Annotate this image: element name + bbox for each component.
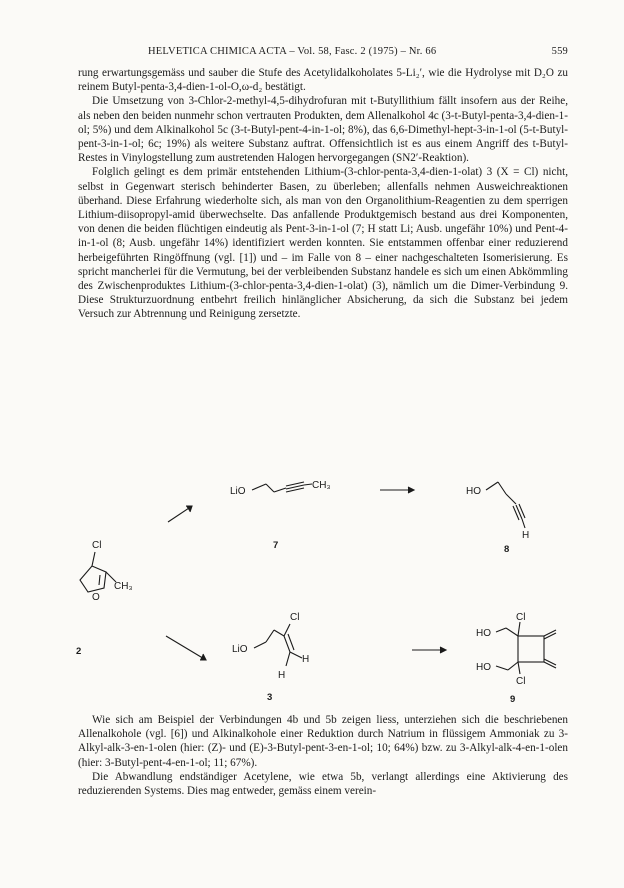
compound-label-3: 3 xyxy=(267,692,273,703)
atom-h: H xyxy=(278,670,286,681)
furan-ring xyxy=(80,566,106,592)
atom-ch3: CH₃ xyxy=(312,480,331,491)
atom-ch3: CH₃ xyxy=(114,581,133,592)
cyclobutane-ring xyxy=(518,636,544,662)
scheme-bonds xyxy=(80,482,556,674)
page-number: 559 xyxy=(551,46,568,57)
chain-8 xyxy=(486,482,498,490)
atom-ho: HO xyxy=(466,486,481,497)
compound-label-9: 9 xyxy=(510,694,516,705)
c-cl-bond xyxy=(92,552,95,566)
atom-o: O xyxy=(92,592,100,603)
atom-cl: Cl xyxy=(290,612,300,623)
reaction-scheme xyxy=(40,448,600,710)
atom-ho: HO xyxy=(476,628,491,639)
scheme-drawing xyxy=(40,448,600,710)
atom-cl: Cl xyxy=(92,540,102,551)
atom-cl: Cl xyxy=(516,612,526,623)
paragraph: Wie sich am Beispiel der Verbindungen 4b und 5b zeigen liess, unterziehen sich die beschriebenen Allenalkohole (vgl. [6]) und Alkinalkohole einer Reduktion durch Natrium in flüssigem Ammoniak zu 3-Alkyl-alk-3-en-1-olen (hier: (Z)- und (E)-3-Butyl-pent-3-en-1-ol; 10; 64%) bzw. zu 3-Alkyl-alk-4-en-1-olen (hier: 3-Butyl-pent-4-en-1-ol; 11; 67%). xyxy=(78,714,568,769)
atom-cl: Cl xyxy=(516,676,526,687)
atom-lio: LiO xyxy=(232,644,248,655)
paragraph: Die Abwandlung endständiger Acetylene, wie etwa 5b, verlangt allerdings eine Aktivierung des reduzierenden Systems. Dies mag entweder, gemäss einem verein- xyxy=(78,770,568,798)
running-head: HELVETICA CHIMICA ACTA – Vol. 58, Fasc. 2 (1975) – Nr. 66 xyxy=(148,46,437,57)
compound-label-7: 7 xyxy=(273,540,279,551)
atom-h: H xyxy=(522,530,530,541)
running-header xyxy=(78,46,568,60)
chain-3 xyxy=(254,642,266,648)
compound-label-2: 2 xyxy=(76,646,82,657)
body-text-top xyxy=(78,66,568,322)
body-text-bottom xyxy=(78,713,568,798)
paragraph: Die Umsetzung von 3-Chlor-2-methyl-4,5-dihydrofuran mit t-Butyllithium fällt insofern aus der Reihe, als neben den beiden nunmehr schon vertrauten Produkten, dem Allenalkohol 4c (3-t-Butyl-penta-3,4-dien-1-ol; 5%) und dem Alkinalkohol 5c (3-t-Butyl-pent-4-in-1-ol; 8%), das 6,6-Dimethyl-hept-3-in-1-ol (5-t-Butyl-pent-3-in-1-ol; 6c; 19%) als weitere Substanz auftrat. Offensichtlich ist es aus einem Angriff des t-Butyl-Restes in Vinylogstellung zum austretenden Halogen hervorgegangen (SN2′-Reaktion). xyxy=(78,95,568,165)
paragraph: rung erwartungsgemäss und sauber die Stufe des Acetylidalkoholates 5-Li₂′, wie die Hydrolyse mit D₂O zu reinem Butyl-penta-3,4-dien-1-ol-O,ω-d₂ bestätigt. xyxy=(78,67,568,94)
compound-label-8: 8 xyxy=(504,544,510,555)
atom-h: H xyxy=(302,654,310,665)
scheme-atoms xyxy=(92,480,529,687)
atom-lio: LiO xyxy=(230,486,246,497)
paragraph: Folglich gelingt es dem primär entstehenden Lithium-(3-chlor-penta-3,4-dien-1-olat) 3 (X = Cl) nicht, selbst in Gegenwart sterisch behinderter Basen, zu überleben; allenfalls nehmen Ausweichreaktionen überhand. Diese Erfahrung wiederholte sich, als man von den Organolithium-Reagentien zu dem sperrigen Lithium-diisopropyl-amid überwechselte. Das anfallende Produktgemisch bestand aus drei Komponenten, von denen die beiden flüchtigen eindeutig als Pent-3-in-1-ol (7; H statt Li; Ausb. ungefähr 10%) und Pent-4-in-1-ol (8; Ausb. ungefähr 14%) identifiziert werden konnten. Sie entstammen offenbar einer reduzierend herbeigeführten Ringöffnung (vgl. [1]) und – im Falle von 8 – einer nachgeschalteten Isomerisierung. Es spricht mancherlei für die Vermutung, bei der verbleibenden Substanz handele es sich um einen Abkömmling des Zwischenproduktes Lithium-(3-chlor-penta-3,4-dien-1-olat) (3), nämlich um die Dimer-Verbindung 9. Diese Strukturzuordnung entbehrt freilich hinlänglicher Absicherung, da sich die Substanz bei jedem Versuch zur Abtrennung und Reinigung zersetzte. xyxy=(78,166,568,321)
atom-ho: HO xyxy=(476,662,491,673)
chain-7 xyxy=(252,484,266,490)
